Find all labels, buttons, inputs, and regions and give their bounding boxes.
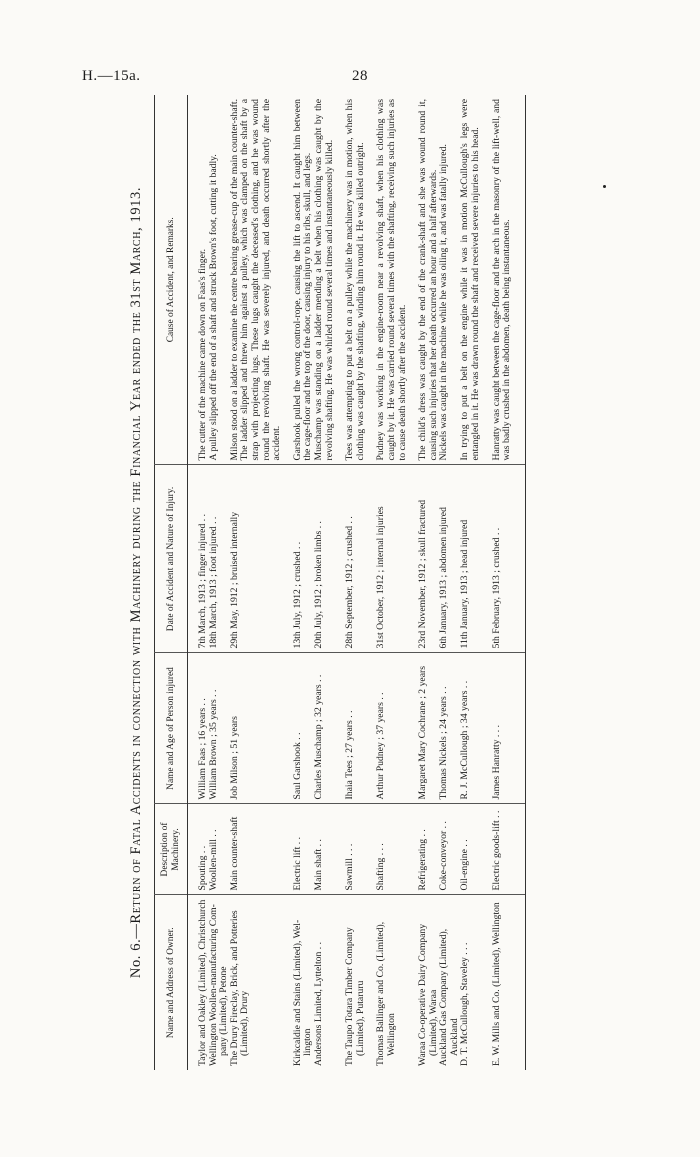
date-cell: 5th February, 1913 ; crushed . . bbox=[482, 465, 526, 653]
table-row bbox=[439, 95, 460, 1070]
cause-cell: In trying to put a belt on the engine while it was in motion McCullough's legs were entangled in it. He was drawn round the shaft and received severe injuries to his head. bbox=[459, 99, 482, 461]
table-row bbox=[283, 95, 314, 1070]
owner-cell: Andersons Limited, Lyttelton . . bbox=[314, 895, 335, 1070]
table-row bbox=[408, 95, 439, 1070]
cause-cell: Garshook pulled the wrong control-rope, causing the lift to ascend. It caught him between the cage-floor and the top of the door, causing injury to his ribs, skull, and legs. bbox=[291, 99, 314, 461]
date-cell: 28th September, 1912 ; crushed . . bbox=[335, 465, 366, 653]
header-owner: Name and Address of Owner. bbox=[155, 895, 188, 1070]
table-row bbox=[188, 95, 209, 1070]
machinery-cell: Spouting . . bbox=[188, 804, 209, 895]
header-person: Name and Age of Person injured bbox=[155, 653, 188, 804]
table-row bbox=[314, 95, 335, 1070]
table-row bbox=[230, 95, 283, 1070]
date-cell: 31st October, 1912 ; internal injuries bbox=[366, 465, 408, 653]
machinery-cell: Coke-conveyor . . bbox=[439, 804, 460, 895]
date-cell: 29th May, 1912 ; bruised internally bbox=[230, 465, 283, 653]
owner-cell: D. T. McCullough, Staveley . . . bbox=[460, 895, 481, 1070]
person-cell: William Faas ; 16 years . . bbox=[188, 653, 209, 804]
table-title bbox=[118, 95, 154, 1070]
header-cause: Cause of Accident, and Remarks. bbox=[155, 95, 188, 465]
table-row bbox=[335, 95, 366, 1070]
owner-cell: Kirkcaldie and Stains (Limited), Wellington bbox=[283, 895, 314, 1070]
cause-cell: The cutter of the machine came down on Faas's finger. bbox=[197, 248, 208, 461]
table-title-prefix: No. 6.— bbox=[128, 923, 144, 979]
machinery-cell: Shafting . . . bbox=[366, 804, 408, 895]
date-cell: 20th July, 1912 ; broken limbs . . bbox=[314, 465, 335, 653]
page-number: 28 bbox=[352, 68, 368, 84]
cause-cell: Muschamp was standing on a ladder mending a belt when his clothing was caught by the revolving shafting. He was whirled round several times and instantaneously killed. bbox=[312, 99, 335, 461]
owner-cell: Wellington Woollen-manufacturing Company (Limited), Petone bbox=[209, 895, 230, 1070]
cause-cell: A pulley slipped off the end of a shaft and struck Brown's foot, cutting it badly. bbox=[207, 154, 219, 461]
rotated-return-table bbox=[118, 95, 573, 1070]
date-cell: 23rd November, 1912 ; skull fractured bbox=[408, 465, 439, 653]
date-cell: 18th March, 1913 ; foot injured . . bbox=[209, 465, 230, 653]
machinery-cell: Main shaft . . bbox=[314, 804, 335, 895]
machinery-cell: Sawmill . . . bbox=[335, 804, 366, 895]
table-row bbox=[366, 95, 408, 1070]
person-cell: Arthur Pudney ; 37 years . . bbox=[366, 653, 408, 804]
owner-cell: Auckland Gas Company (Limited), Auckland bbox=[439, 895, 460, 1070]
person-cell: Job Milson ; 51 years bbox=[230, 653, 283, 804]
person-cell: R. J. McCullough ; 34 years . . bbox=[460, 653, 481, 804]
table-title-text: Return of Fatal Accidents in connection with Machinery during the Financial Year ended the 31st March, 1913. bbox=[128, 186, 144, 924]
person-cell: Saul Garshook . . bbox=[283, 653, 314, 804]
person-cell: Margaret Mary Cochrane ; 2 years bbox=[408, 653, 439, 804]
machinery-cell: Refrigerating . . bbox=[408, 804, 439, 895]
owner-cell: Waraa Co-operative Dairy Company (Limited), Waraa bbox=[408, 895, 439, 1070]
date-cell: 11th January, 1913 ; head injured bbox=[460, 465, 481, 653]
page-identifier: H.—15a. bbox=[82, 68, 141, 84]
machinery-cell: Woollen-mill . . bbox=[209, 804, 230, 895]
cause-cell: Tees was attempting to put a belt on a pulley while the machinery was in motion, when his clothing was caught by the shafting, winding him round it. He was killed outright. bbox=[344, 99, 366, 461]
header-date: Date of Accident and Nature of Injury. bbox=[155, 465, 188, 653]
ink-speck bbox=[603, 185, 606, 188]
owner-cell: Thomas Ballinger and Co. (Limited), Wellington bbox=[366, 895, 408, 1070]
date-cell: 13th July, 1912 ; crushed . . bbox=[283, 465, 314, 653]
date-cell: 7th March, 1913 ; finger injured . . bbox=[188, 465, 209, 653]
person-cell: Ihaia Tees ; 27 years . . bbox=[335, 653, 366, 804]
table-row bbox=[482, 95, 526, 1070]
table-header-row bbox=[155, 95, 188, 1070]
machinery-cell: Main counter-shaft bbox=[230, 804, 283, 895]
machinery-cell: Oil-engine . . bbox=[460, 804, 481, 895]
owner-cell: The Drury Fireclay, Brick, and Potteries (Limited), Drury bbox=[230, 895, 283, 1070]
cause-cell: Hanratty was caught between the cage-floor and the arch in the masonry of the lift-well, and was badly crushed in the abdomen, death being instantaneous. bbox=[482, 95, 526, 465]
machinery-cell: Electric goods-lift . . bbox=[482, 804, 526, 895]
machinery-cell: Electric lift . . bbox=[283, 804, 314, 895]
cause-cell: Pudney was working in the engine-room near a revolving shaft, when his clothing was caught by it. He was carried round several times with the shafting, receiving such injuries as to cause death shortly after the accident. bbox=[375, 99, 408, 461]
person-cell: William Brown ; 35 years . . bbox=[209, 653, 230, 804]
person-cell: Charles Muschamp ; 32 years . . bbox=[314, 653, 335, 804]
cause-cell: The child's dress was caught by the end of the crank-shaft and she was wound round it, causing such injuries that her death occurred an hour and a half afterwards. bbox=[417, 99, 439, 461]
table-row bbox=[460, 95, 481, 1070]
date-cell: 6th January, 1913 ; abdomen injured bbox=[439, 465, 460, 653]
owner-cell: The Taupo Totara Timber Company (Limited), Putaruru bbox=[335, 895, 366, 1070]
header-machinery: Description of Machinery. bbox=[155, 804, 188, 895]
owner-cell: Taylor and Oakley (Limited), Christchurch bbox=[188, 895, 209, 1070]
cause-cell: Nickels was caught in the machine while he was oiling it, and was fatally injured. bbox=[438, 144, 450, 461]
owner-cell: E. W. Mills and Co. (Limited), Wellington bbox=[482, 895, 526, 1070]
accidents-table bbox=[154, 95, 526, 1070]
person-cell: James Hanratty . . . bbox=[482, 653, 526, 804]
person-cell: Thomas Nickels ; 24 years . . bbox=[439, 653, 460, 804]
cause-cell: Milson stood on a ladder to examine the centre bearing grease-cup of the main counter-shaft. The ladder slipped and threw him against a pulley, which was clamped on the shaft by a strap with projecting lugs. These lugs caught the deceased's clothing, and he was wound round the revolving shaft. He was severely injured, and death occurred shortly after the accident. bbox=[228, 99, 283, 461]
table-row bbox=[209, 95, 230, 1070]
